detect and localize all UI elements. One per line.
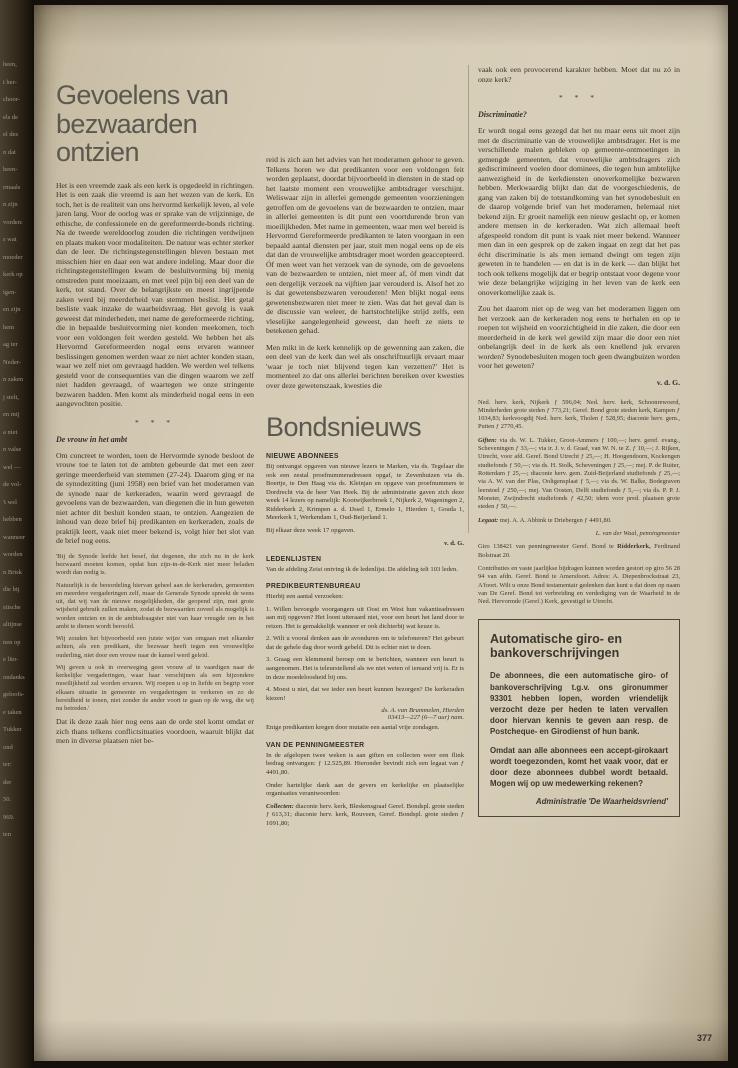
text-fragment: der (3, 778, 12, 786)
text-fragment: 969. (3, 813, 15, 821)
text-fragment: moeder (3, 253, 23, 261)
page-number: 377 (696, 1033, 712, 1043)
text-fragment: n zaken (3, 376, 24, 383)
text-fragment: ondanks (3, 673, 25, 681)
text-fragment: 't wel (3, 498, 17, 506)
column-2 (266, 155, 464, 828)
quote-paragraph: Wij zouden het bijvoorbeeld een juiste wijze van omgaan met elkander achten, als een predikant, die bezwaar heeft tegen een vrouwelijke ouderling, niet door een vrouw naar de kansel werd geleid. (56, 635, 254, 659)
text-fragment: wel — (3, 463, 21, 471)
quote-paragraph: Natuurlijk is de beoordeling hiervan geheel aan de kerkeraden, gemeenten en meerdere vergaderingen zelf, maar de Generale Synode spreekt de wens uit, dat wij van de nieuwe mogelijkheden, die geopend zijn, met grote wijsheid gebruik zullen maken, zodat de bezwaarden zoveel als mogelijk is worden ontzien en in de ambtsdraagster niet van haar vreugde om in het ambt te dienen wordt beroofd. (56, 581, 254, 630)
giften-text: via ds. W. L. Tukker, Groot-Ammers ƒ 100,—; herv. geref. evang., Scheveningen ƒ 33,—; via ir. J. v. d. Graaf, van W. N. te Z. ƒ 10,—; J. Rijken, Utrecht, voor afd. Geref. Bond Utrecht ƒ 25,—; H. Hoogendoorn, Kockengen studiefonds ƒ 50,—; via ds. H. Stolk, Scheveningen ƒ 25,—; mej. P. de Ruiter, Rotterdam ƒ 25,—; diaconie herv. gem. Zuid-Beijerland studiefonds ƒ 25,—; via A. W. van der Plas, Ooltgensplaat ƒ 5,—; via ds. W. Balke, Bodegraven leerstoel ƒ 250,—; mej. Van Oosten, Delft studiefonds ƒ 5,—; via ds. P. P. J. Monster, Zwijndrecht studiefonds ƒ 42,50; idem voor pred. plaatsen grote steden ƒ 50,—. (478, 436, 680, 511)
vrouw-ambt-body (56, 451, 254, 546)
text-fragment: n Brisk (3, 568, 22, 576)
body-paragraph: Er wordt nogal eens gezegd dat het nu maar eens uit moet zijn met de discriminatie van de vrouwelijke ambtsdrager. Het is me verschillende malen gebleken op gemeente-ontmoetingen in gemengde gemeenten, dat vrouwelijke ambtsdragers zich gediscrimineerd voelen door dominees, die tegen hun ambtelijke aanwezigheid in de kerkdiensten onoverkomelijke bezwaren hebben. Merkwaardig blijkt dan dat de voorgeschiedenis, de gang van zaken bij de totstandkoming van het synodebesluit en de daarop volgende brief van het moderamen, helemaal niet bekend zijn. Er groeit namelijk een nieuw geslacht op, er komen andere mensen in de kerkeraden. Wat zich allemaal heeft afgespeeld rondom dit punt is vaak niet meer bekend. Wanneer men dan in een gesprek op de zaken ingaat en zegt dat het pas écht discriminatie is als men iemand dwingt om tegen zijn geweten in te handelen — en dat is in de kerk — dan blijkt het toch ook telkens mogelijk dat er begrip ontstaat voor degene voor wie deze belangrijke wijziging in het leven van de kerk een onoverkomelijke zaak is. (478, 126, 680, 297)
ledenlijsten-body (266, 566, 464, 575)
section-separator: * * * (559, 93, 599, 102)
announcement-title (490, 632, 668, 661)
predikbeurten-contact-phone: 03413—227 (6—7 uur) nam. (387, 714, 464, 722)
heading-predikbeurtenbureau: PREDIKBEURTENBUREAU (266, 583, 361, 591)
column-3 (478, 65, 680, 817)
discriminatie-body (478, 126, 680, 371)
text-fragment: de vol- (3, 481, 22, 488)
announcement-paragraph: De abonnees, die een automatische giro- of bankoverschrijving t.g.v. ons gironummer 93301 hebben lopen, worden vriendelijk verzocht deze per heden te laten vervallen door hiervan kennis te geven aan resp. de Postcheque- en Girodienst of hun bank. (490, 671, 668, 736)
legaat-lead: Legaat: (478, 516, 499, 524)
body-paragraph: In de afgelopen twee weken is aan giften en collecten weer een flink bedrag ontvangen: ƒ 12.525,89. Hieronder bevindt zich een legaat van ƒ 4491,80. (266, 751, 464, 776)
collecten-paragraph (266, 803, 464, 829)
headline-line-2: bezwaarden ontzien (56, 108, 198, 168)
body-paragraph: vaak ook een provocerend karakter hebben. Moet dat nu zó in onze kerk? (478, 65, 680, 84)
text-fragment: worden (3, 551, 23, 558)
text-fragment: hebben (3, 516, 22, 523)
legaat-text: mej. A. A. Abbink te Driebergen ƒ 4491,80. (498, 516, 612, 524)
body-paragraph: 3. Graag een klemmend beroep om te berichten, wanneer een beurt is aangenomen. Het is teleurstellend als we niet weten of iemand vrij is. Er is in deze moedeloosheid bij ons. (266, 656, 464, 681)
treasurer-signature: L. van der Waal, penningmeester (595, 530, 680, 538)
subheading-vrouw-in-het-ambt: De vrouw in het ambt (56, 434, 128, 444)
text-fragment: ten (3, 831, 11, 838)
giro-post: Ferdinand Bolstraat 20. (478, 543, 681, 559)
giften-paragraph (478, 437, 680, 512)
text-fragment: ond (3, 743, 13, 751)
giro-paragraph (478, 543, 680, 560)
text-fragment: heen, (3, 61, 17, 68)
column-divider-rule (468, 65, 469, 533)
text-fragment: a niet (3, 428, 18, 436)
predikbeurten-contact-name: ds. A. van Brummelen, Hierden (381, 707, 464, 715)
financial-fineprint (478, 399, 680, 607)
heading-van-de-penningmeester: VAN DE PENNINGMEESTER (266, 741, 365, 749)
text-fragment: j stelt, (3, 393, 19, 401)
body-paragraph: Dat ik deze zaak hier nog eens aan de orde stel komt omdat er zich thans telkens conflictsituaties voordoen, waaruit blijkt dat men in diverse plaatsen niet be- (56, 717, 254, 746)
synode-brief-quote (56, 553, 254, 714)
body-paragraph: Het is een vreemde zaak als een kerk is opgedeeld in richtingen. Het is een zaak die vreemd is aan het wezen van de kerk. En toch, het is de realiteit van ons hervormd kerkelijk leven, al vele jaren lang. Voor de oorlog was er sprake van de vrijzinnige, de ethische, de confessionele en de gereformeerde-bonds richting. Na de tweede wereldoorlog zouden die richtingen verdwijnen en plaats maken voor modaliteiten. De natuur was echter sterker dan de leer. De richtingstegenstellingen bleven bestaan met misschien hier en daar een wat andere indeling. Maar door die richtingstegenstellingen kwam de besluitvorming bij menig omstreden punt moeizaam, en met veel pijn bij een deel van de kerk, tot stand. Over de belangrijkste en meest ingrijpende zaken werd bij meerderheid van stemmen beslist. Het getal besliste vaak inzake de waarheidsvraag. Het gevolg is vaak geweest dat minderheden, met name de gereformeerde richting, die in bepaalde besluitvorming niet konden meekomen, toch voor een voldongen feit werden gesteld. We hebben het als Hervormd Gereformeerden nogal eens ervaren wanneer beslissingen genomen werden waar ze niet achter konden staan, waar we zelf niet om gevraagd hadden. We werden wel telkens gesteld voor de consequenties van die dingen waarom we zelf niet hadden gevraagd, of waartegen we onze stringente bezwaren hadden. Men komt als minderheid nogal eens in een aangevochten positie. (56, 180, 254, 409)
text-fragment: die bij (3, 586, 20, 593)
text-fragment: wanneer (3, 533, 26, 541)
text-fragment: hem (3, 323, 15, 331)
announcement-title-line1: Automatische giro- en (490, 631, 622, 646)
announcement-body (490, 670, 668, 789)
bondsnieuws-section (266, 412, 464, 828)
text-fragment: 50. (3, 796, 12, 803)
body-paragraph: Hierbij een aantal verzoeken: (266, 593, 344, 601)
giften-lead: Giften: (478, 436, 497, 444)
body-paragraph: Om concreet te worden, toen de Hervormde synode besloot de vrouw toe te laten tot de ambten gebeurde dat met een zeer geringe meerderheid van stemmen (27-24). Daarom ging er na de synodezitting (juni 1958) een brief van het moderamen van de synode naar de kerkeraden, waarin werd gevraagd de gevoelens van de bezwaarden, van diegenen die in hun geweten niet achter dit besluit konden staan, te ontzien. Aangezien de inhoud van deze brief bij predikanten en kerkeraden, zoals de praktijk leert, vaak niet meer bekend is, volgt hier het slot van de brief nog eens. (56, 450, 254, 546)
col3-opening (478, 65, 680, 84)
predikbeurtenbureau-body (266, 593, 464, 703)
body-paragraph: 4. Moest u niet, dat we ieder een beurt kunnen bezorgen? De kerkeraden kiezen! (266, 686, 464, 702)
text-fragment: el des (3, 131, 18, 138)
previous-page-text-fragments (0, 62, 30, 839)
quote-paragraph: 'Bij de Synode leefde het besef, dat degenen, die zich nu in de kerk bezwaard moeten komen, opdat hun zijn-in-de-Kerk niet meer beladen wordt dan nodig is. (56, 552, 254, 577)
penningmeester-body (266, 752, 464, 799)
text-fragment: en mij (3, 411, 20, 418)
article-body-col1 (56, 181, 254, 409)
text-fragment: en zijn (3, 306, 21, 313)
body-paragraph: 1. Willen bevoegde voorgangers uit Oost en West hun vakantieadressen aan mij opgeven? Het loont uiteraard niet, voor een beurt het land door te reizen. Het is gemakkelijk wanneer er ook dichterbij wat keuze is. (266, 605, 464, 630)
text-fragment: geloofs- (3, 691, 25, 698)
body-paragraph: Men mikt in de kerk kennelijk op de gewenning aan zaken, die een deel van de kerk dan wel als onschriftuurlijk ervaart maar 'waar je toch niet blijvend tegen kan verzetten?' Het is momenteel zo dat ons allerlei berichten bereiken over kwesties over deze gewetenszaak, kwesties die (266, 342, 464, 390)
body-paragraph: Bij ontvangst opgaven van nieuwe lezers te Marken, via ds. Tegelaar die ook een zestal proefnummeradressen opgaf, te Zevenhuizen via ds. Boertje, te Den Haag via ds. Kleinjan en opgave van proefnummers te Dordrecht via de heer Van Heek. Bij de administratie gaven zich deze week 14 lezers op namelijk: Kootwijkerbroek 1, Nijkerk 2, Wageningen 2, Ridderkerk 2, Krimpen a. d. IJssel 1, Ermelo 1, Hierden 1, Gouda 1, Meerkerk 1, Werkendam 1, Oud-Beijerland 1. (266, 463, 464, 522)
article-signature: v. d. G. (656, 377, 680, 387)
col1-closing (56, 717, 254, 746)
nieuwe-abonnees-body (266, 463, 464, 536)
text-fragment: choor- (3, 96, 20, 103)
body-paragraph: Van de afdeling Zeist ontving ik de ledenlijst. De afdeling telt 103 leden. (266, 565, 458, 573)
collecten-lead: Collecten: (266, 802, 294, 810)
body-paragraph: reid is zich aan het advies van het moderamen gehoor te geven. Telkens horen we dat predikanten voor een voldongen feit worden geplaatst, doordat bijvoorbeeld in diensten in de stad op het laatste moment een vrouwelijke ambtsdrager verschijnt. Weliswaar zijn in allerlei gemengde gemeenten voorzieningen getroffen om de gevoelens van de bezwaarden te ontzien, maar in allerlei gemeenten is dit punt een voortdurende bron van moeilijkheden. Met name in gemeenten, waar men wel bereid is Hervormd Gereformeerde predikanten te laten voorgaan in een bepaald aantal diensten per jaar, stuit men nogal eens op de eis dat dan de vrouwelijke ambtsdrager moet worden geaccepteerd. Óf men weet van het verzoek van de synode, om de gevoelens van de bezwaarden te ontzien, niet meer af, óf men vindt dat een dergelijk verzoek na vijftien jaar verouderd is. Alsof het zo is dat gewetensbezwaren verouderen! Men blijkt nogal eens gewetensbezwaren niet meer te zien. Was dat het geval dan is de discussie van weleer, de hartstochtelijke strijd zelfs, een vleselijke aangelegenheid geweest, dan heeft ze niets te betekenen gehad. (266, 155, 464, 335)
heading-ledenlijsten: LEDENLIJSTEN (266, 555, 322, 563)
text-fragment: nen op (3, 638, 21, 646)
legaat-paragraph (478, 517, 680, 525)
article-body-col2 (266, 155, 464, 390)
column-1 (56, 81, 254, 753)
nieuwe-abonnees-signoff: v. d. G. (444, 539, 464, 547)
text-fragment: els de (3, 113, 18, 121)
collections-list: Ned. herv. kerk, Nijkerk ƒ 596,04; Ned. herv. kerk, Schoonrewoerd, Minderheden grote steden ƒ 773,21; Geref. Bond grote steden kerk, Kampen ƒ 1034,83; kerkvoogdij Ned. herv. kerk, Tholen ƒ 528,95; diaconie herv. gem., Putten ƒ 2770,45. (478, 398, 680, 431)
text-fragment: n dat (3, 148, 16, 156)
bondsnieuws-title: Bondsnieuws (266, 412, 422, 442)
giro-city: Ridderkerk, (617, 543, 651, 551)
collecten-text: diaconie herv. kerk, Bleskensgraaf Geref. Bondspl. grote steden ƒ 613,31; diaconie herv. kerk, Rouveen, Geref. Bondspl. grote steden ƒ 1091,80; (266, 802, 464, 827)
text-fragment: s wat (3, 236, 17, 243)
text-fragment: altijnse (3, 621, 22, 628)
body-paragraph: Onder hartelijke dank aan de gevers en kerkelijke en plaatselijke organisaties verantwoorden: (266, 781, 464, 798)
headline-line-1: Gevoelens van (56, 80, 229, 110)
giro-announcement-box (478, 619, 680, 817)
text-fragment: stische (3, 603, 21, 611)
giro-pre: Giro 138421 van penningmeester Geref. Bond te (478, 543, 618, 551)
body-paragraph: Bij elkaar deze week 17 opgaven. (266, 526, 355, 534)
announcement-paragraph: Omdat aan alle abonnees een accept-girokaart wordt toegezonden, komt het vaak voor, dat er door deze abonnees dubbel wordt betaald. Mogen wij op uw medewerking rekenen? (490, 745, 668, 789)
text-fragment: e lito- (3, 656, 19, 663)
body-paragraph: Zou het daarom niet op de weg van het moderamen liggen om het verzoek aan de kerkeraden nog eens te herhalen en op te roepen tot wijsheid en voorzichtigheid in die zaken, die door een meerderheid in de kerk wel gewild zijn maar die door een niet onbelangrijk deel in de kerk als een knellend juk ervaren worden? Synodebesluiten mogen toch geen dwangbuizen worden voor het geweten? (478, 304, 680, 370)
quote-paragraph: Wij geven u ook in overweging geen vrouw af te vaardigen naar de kerkelijke vergaderingen, waar haar verschijnen als een bijzondere moeilijkheid zal worden ervaren. Wij roepen u op in liefde en begrip voor elkaars situatie in gemeente en vergaderingen te verkeren en zo de bereidheid te tonen, niet zonder de ander voort te gaan op de weg, die wij nu betreden.' (56, 663, 254, 713)
announcement-title-line2: bankoverschrijvingen (490, 646, 620, 661)
text-fragment: Neder- (3, 358, 21, 366)
text-fragment: n valse (3, 446, 22, 453)
text-fragment: t her- (3, 78, 17, 86)
subheading-discriminatie: Discriminatie? (478, 110, 527, 119)
text-fragment: heen- (3, 166, 18, 173)
text-fragment: kerk op (3, 271, 23, 278)
heading-nieuwe-abonnees: NIEUWE ABONNEES (266, 453, 339, 460)
article-headline (56, 81, 254, 167)
body-paragraph: 2. Wilt u vooral denken aan de avonduren om te telefoneren? Het gebeurt dat de gehele dag door wordt gebeld. Dit is echter niet te doen. (266, 635, 464, 651)
text-fragment: n zijn (3, 201, 18, 208)
section-separator: * * * (135, 417, 175, 427)
announcement-signature: Administratie 'De Waarheidsvriend' (535, 797, 668, 807)
text-fragment: ag ter (3, 341, 18, 348)
text-fragment: Tukker (3, 726, 22, 733)
gutter-previous-page-edge (0, 0, 34, 1068)
text-fragment: igen- (3, 288, 17, 296)
text-fragment: rmaals (3, 183, 21, 191)
text-fragment: e taken (3, 708, 22, 716)
text-fragment: ter: (3, 761, 12, 768)
contributies-paragraph: Contributies en vaste jaarlijkse bijdragen kunnen worden gestort op giro 56 28 94 van afdn. Geref. Bond te Amersfoort. Adres: A. Diepenbrockstraat 23, A'foort. Wilt u onze Bond testamentair gedenken dan kunt u dat doen op naam van De Geref. Bond tot verbreiding en verdediging van de Waarheid in de Ned. Hervormde (Geref.) Kerk, gevestigd te Utrecht. (478, 565, 680, 606)
magazine-page (34, 5, 728, 1061)
predikbeurten-closing: Enige predikanten kregen door mutatie een aantal vrije zondagen. (266, 724, 440, 732)
text-fragment: vorden: (3, 218, 23, 226)
